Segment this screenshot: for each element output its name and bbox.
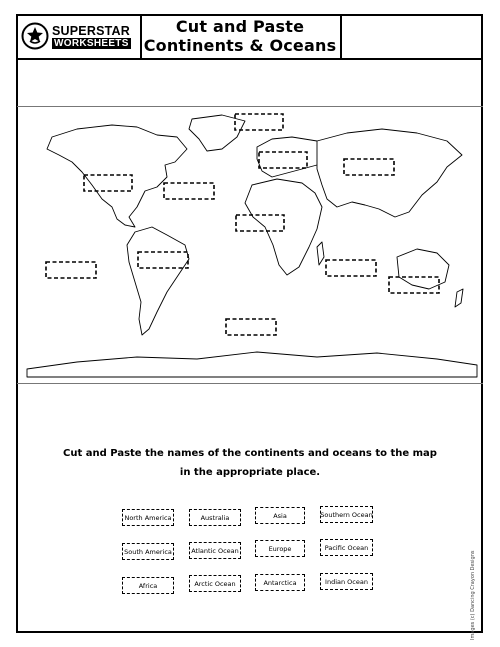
logo	[16, 14, 142, 58]
cut-label-indian-ocean[interactable]: Indian Ocean	[320, 573, 373, 590]
asia-shape	[317, 129, 462, 217]
antarctica-shape	[27, 352, 477, 377]
new-zealand-shape	[455, 289, 463, 307]
greenland-shape	[189, 115, 245, 151]
star-face-icon	[21, 22, 49, 50]
cut-label-arctic-ocean[interactable]: Arctic Ocean	[189, 575, 241, 592]
south-america-shape	[127, 227, 189, 335]
cut-label-north-america[interactable]: North America	[122, 509, 174, 526]
logo-text-worksheets: WORKSHEETS	[54, 38, 129, 49]
page-title-line1: Cut and Paste	[175, 17, 305, 36]
madagascar-shape	[317, 242, 324, 265]
worksheet-header	[16, 14, 483, 60]
north-america-shape	[47, 125, 187, 227]
instructions-line2: in the appropriate place.	[179, 467, 321, 478]
world-map	[17, 106, 483, 384]
australia-shape	[397, 249, 449, 289]
instructions	[17, 444, 483, 482]
cut-label-south-america[interactable]: South America	[122, 543, 174, 560]
cut-label-asia[interactable]: Asia	[255, 507, 305, 524]
cut-label-pacific-ocean[interactable]: Pacific Ocean	[320, 539, 373, 556]
cut-label-southern-ocean[interactable]: Southern Ocean	[320, 506, 373, 523]
cut-label-antarctica[interactable]: Antarctica	[255, 574, 305, 591]
cut-label-europe[interactable]: Europe	[255, 540, 305, 557]
world-map-outline	[17, 107, 483, 383]
name-field-box	[340, 14, 479, 58]
cut-label-australia[interactable]: Australia	[189, 509, 241, 526]
cut-label-atlantic-ocean[interactable]: Atlantic Ocean	[189, 542, 241, 559]
image-credit: Images (c) Dancing Crayon Designs	[470, 550, 476, 640]
page-title-line2: Continents & Oceans	[143, 36, 337, 55]
title-box	[140, 14, 342, 58]
cut-label-africa[interactable]: Africa	[122, 577, 174, 594]
logo-text-superstar: SUPERSTAR	[52, 24, 130, 38]
instructions-line1: Cut and Paste the names of the continents and oceans to the map	[63, 448, 437, 459]
europe-shape	[257, 137, 327, 177]
